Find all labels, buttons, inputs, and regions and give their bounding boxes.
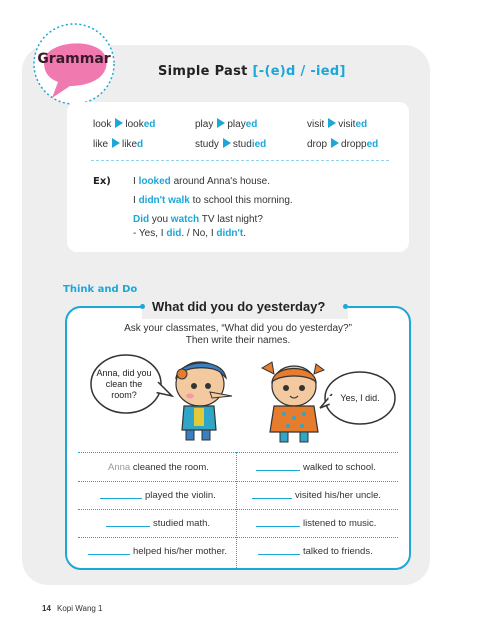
example-highlight: Did [133,214,150,225]
answer-cell[interactable] [88,546,227,557]
page-number: 14 [42,604,51,613]
example-highlight: did [166,228,182,239]
rule-base: drop [307,139,328,150]
grid-divider [78,452,398,453]
think-and-do-label: Think and Do [63,284,138,295]
arrow-right-icon [328,118,336,128]
answer-blank[interactable] [256,526,300,527]
girl-speech-bubble: Yes, I did. [340,392,380,403]
instruction-line: Then write their names. [185,335,291,346]
answer-cell[interactable] [252,490,381,501]
answer-cell[interactable] [106,518,210,529]
instruction-line: Ask your classmates, “What did you do yesterday?” [124,323,352,334]
boy-character-icon [170,356,242,446]
example-highlight: didn't walk [138,195,190,206]
rule-pair [195,138,266,150]
grammar-badge [30,22,122,114]
answer-prompt: helped his/her mother. [133,546,228,557]
answer-prompt: studied math. [153,518,211,529]
rule-base: like [93,139,109,150]
answer-prompt: cleaned the room. [132,462,209,473]
rule-pair [307,138,378,150]
arrow-right-icon [115,118,123,128]
arrow-right-icon [331,138,339,148]
rule-suffix: ied [251,139,267,150]
rule-pair [307,118,367,130]
badge-bubble-icon [30,22,122,114]
answer-cell[interactable] [256,518,376,529]
badge-label: Grammar [37,51,111,67]
rule-pair [195,118,257,130]
grid-divider [78,481,398,482]
title-main: Simple Past [158,64,248,79]
arrow-right-icon [112,138,120,148]
answer-prompt: talked to friends. [303,546,373,557]
answer-blank[interactable] [256,470,300,471]
example-text: to school this morning. [189,195,293,206]
dot-icon [343,304,348,309]
example-text: . [243,228,246,239]
example-text: I [133,195,139,206]
book-title: Kopi Wang 1 [57,604,103,613]
example-text: around Anna's house. [170,176,271,187]
grid-divider [78,537,398,538]
answer-blank[interactable] [252,498,292,499]
divider [91,160,389,161]
rule-stem: stud [232,139,252,150]
rule-base: study [195,139,219,150]
rule-suffix: ed [245,119,258,130]
answer-cell[interactable] [258,546,373,557]
answer-prompt: listened to music. [303,518,377,529]
rule-base: play [195,119,214,130]
sample-answer: Anna [108,462,131,473]
answer-blank[interactable] [258,554,300,555]
answer-prompt: played the violin. [145,490,216,501]
arrow-right-icon [223,138,231,148]
rule-stem: dropp [341,139,367,150]
example-highlight: looked [138,176,171,187]
answer-cell[interactable] [256,462,376,473]
answer-cell[interactable] [100,490,216,501]
rule-base: look [93,119,112,130]
rule-base: visit [307,119,325,130]
example-text: TV last night? [199,214,263,225]
example-text: I [133,176,139,187]
rule-suffix: ed [143,119,156,130]
rule-pair [93,138,143,150]
rule-stem: visit [338,119,356,130]
answer-prompt: visited his/her uncle. [295,490,382,501]
answer-blank[interactable] [100,498,142,499]
example-line [133,195,293,206]
example-highlight: watch [170,214,200,225]
example-highlight: didn't [216,228,244,239]
rule-stem: play [227,119,246,130]
activity-title: What did you do yesterday? [152,299,326,314]
example-text: you [149,214,171,225]
rule-card [67,102,409,252]
example-text: . / No, I [181,228,217,239]
rule-suffix: ed [366,139,379,150]
example-line [133,228,246,239]
example-line [133,214,263,225]
grid-divider [78,509,398,510]
example-line [133,176,270,187]
rule-pair [93,118,155,130]
rule-suffix: ed [355,119,368,130]
answer-cell[interactable] [108,462,209,473]
dot-icon [140,304,145,309]
example-label: Ex) [93,176,111,187]
example-text: - Yes, I [133,228,167,239]
rule-stem: like [122,139,138,150]
page-title [158,64,346,79]
answer-blank[interactable] [106,526,150,527]
answer-prompt: walked to school. [303,462,376,473]
boy-speech-bubble: Anna, did you clean the room? [96,367,152,400]
rule-suffix: d [137,139,144,150]
grid-column-divider [236,452,237,570]
arrow-right-icon [217,118,225,128]
rule-stem: look [125,119,144,130]
title-forms: [-(e)d / -ied] [252,64,346,79]
answer-blank[interactable] [88,554,130,555]
